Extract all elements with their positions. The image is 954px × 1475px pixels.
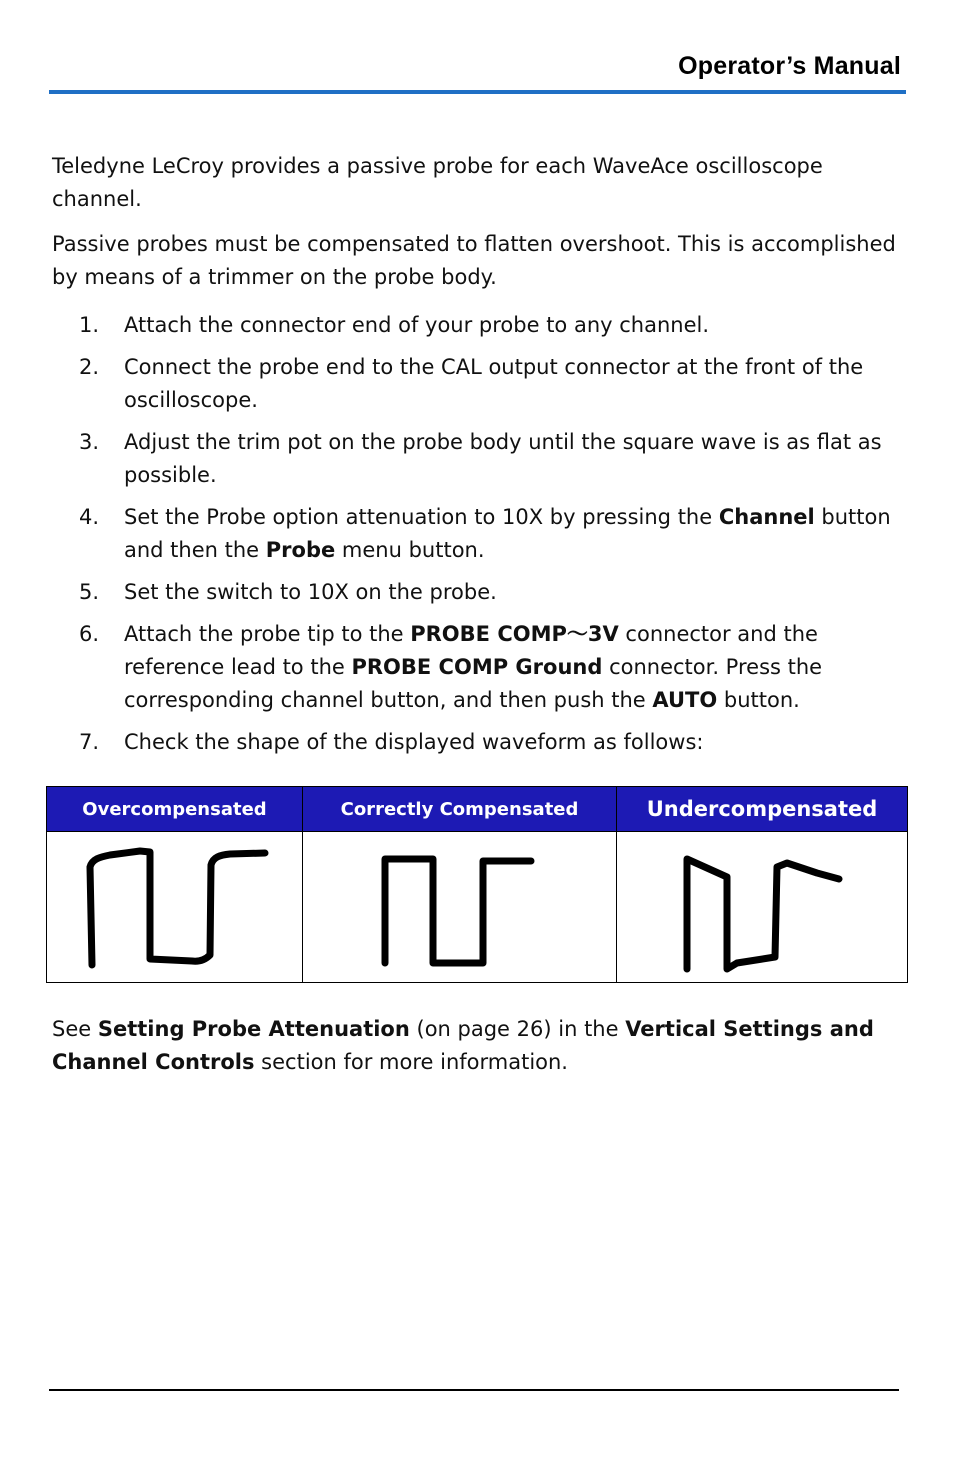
correct-waveform-icon (365, 837, 555, 977)
link-setting-probe-attenuation[interactable]: Setting Probe Attenuation (97, 1017, 410, 1041)
see-also-paragraph: See Setting Probe Attenuation (on page 26) in the Vertical Settings and Channel Controls section for more information. (52, 1017, 874, 1074)
overcompensated-waveform-icon (80, 837, 270, 977)
list-item: 7. Check the shape of the displayed waveform as follows: (79, 730, 704, 754)
cell-undercompensated (617, 832, 908, 983)
page-header-title: Operator’s Manual (678, 52, 901, 80)
header-rule (49, 90, 906, 94)
list-item: 2. Connect the probe end to the CAL output connector at the front of the oscilloscope. (79, 355, 864, 412)
list-item: 4. Set the Probe option attenuation to 10X by pressing the Channel button and then the Probe menu button. (79, 505, 891, 562)
link-vertical-settings[interactable]: Vertical Settings and Channel Controls (52, 1017, 874, 1074)
footer-rule (49, 1389, 899, 1391)
cell-overcompensated (47, 832, 303, 983)
list-item: 6. Attach the probe tip to the PROBE COMP～3V connector and the reference lead to the PROBE COMP Ground connector. Press the corresponding channel button, and then push the AUTO button. (79, 622, 823, 712)
header-undercompensated: Undercompensated (617, 787, 908, 832)
header-correctly-compensated: Correctly Compensated (303, 787, 617, 832)
list-item: 5. Set the switch to 10X on the probe. (79, 580, 497, 604)
list-item: 3. Adjust the trim pot on the probe body until the square wave is as flat as possible. (79, 430, 882, 487)
list-item: 1. Attach the connector end of your probe to any channel. (79, 313, 710, 337)
header-overcompensated: Overcompensated (47, 787, 303, 832)
undercompensated-waveform-icon (667, 837, 857, 977)
steps-list (52, 309, 912, 768)
intro-paragraph-1: Teledyne LeCroy provides a passive probe for each WaveAce oscilloscope channel. (52, 154, 823, 211)
compensation-table (46, 786, 908, 983)
intro-paragraph-2: Passive probes must be compensated to flatten overshoot. This is accomplished by means of a trimmer on the probe body. (52, 232, 896, 289)
cell-correctly-compensated (303, 832, 617, 983)
